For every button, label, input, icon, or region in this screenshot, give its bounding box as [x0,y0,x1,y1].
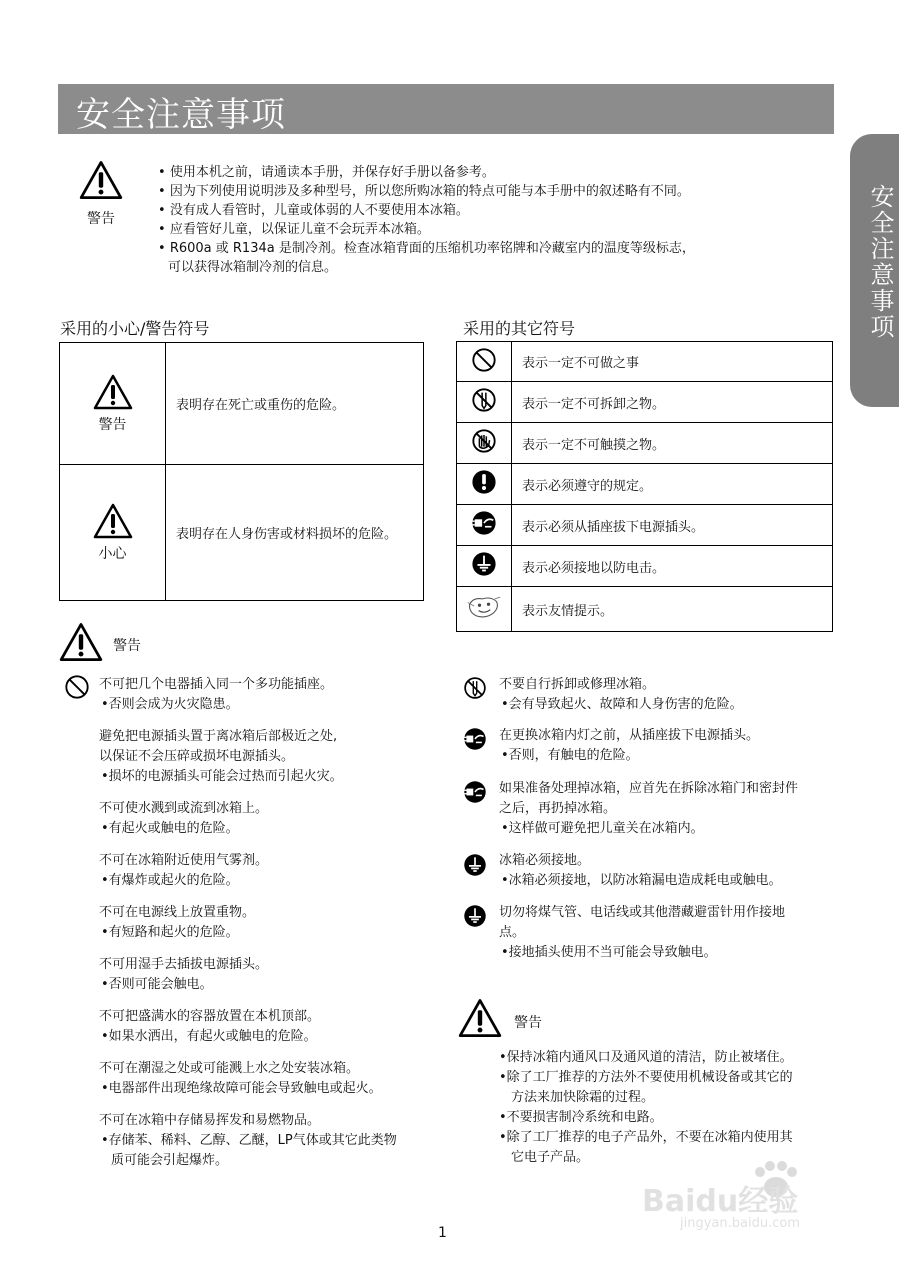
table-row [457,464,833,505]
warning-bullet: •除了工厂推荐的方法外不要使用机械设备或其它的 [499,1070,793,1085]
warning-item: 不可在电源线上放置重物。 •有短路和起火的危险。 [99,905,256,940]
other-symbols-table [456,341,833,632]
side-section-tab [850,134,899,407]
warning-bullet: •保持冰箱内通风口及通风道的清洁，防止被堵住。 [499,1050,793,1065]
table-row [457,587,833,632]
warning-bullet: •不要损害制冷系统和电路。 [499,1110,663,1125]
warning-item: 不可把几个电器插入同一个多功能插座。 •否则会成为火灾隐患。 [99,677,334,712]
warning-item: 不可在潮湿之处或可能溅上水之处安装冰箱。 •电器部件出现绝缘故障可能会导致触电或起火。 [99,1061,382,1096]
watermark-url: jingyan.baidu.com [680,1216,800,1231]
caution-symbols-table [59,342,424,601]
warning-item: 冰箱必须接地。 •冰箱必须接地，以防冰箱漏电造成耗电或触电。 [499,853,782,888]
warning-item: 避免把电源插头置于离冰箱后部极近之处, 以保证不会压碎或损坏电源插头。 •损坏的电源插头可能会过热而引起火灾。 [99,729,343,784]
symbol-description: 表示一定不可做之事 [512,342,833,382]
warning-item: 在更换冰箱内灯之前，从插座拔下电源插头。 •否则，有触电的危险。 [499,728,760,763]
warning-item: 不可用湿手去插拔电源插头。 •否则可能会触电。 [99,957,269,992]
unplug-icon [471,510,497,536]
warning-item: 不可在冰箱附近使用气雾剂。 •有爆炸或起火的危险。 [99,853,269,888]
unplug-icon [463,727,487,751]
baidu-watermark [640,1160,840,1240]
warning-item: 不可使水溅到或流到冰箱上。 •有起火或触电的危险。 [99,801,269,836]
intro-bullet-list [158,163,848,277]
table-row [457,423,833,464]
intro-bullet: • R600a 或 R134a 是制冷剂。检查冰箱背面的压缩机功率铭牌和冷藏室内的温度等级标志， [158,241,695,256]
ground-icon [463,853,487,877]
symbol-description: 表明存在死亡或重伤的危险。 [166,343,424,465]
table-row [457,342,833,382]
table-row [457,546,833,587]
warning-item: 切勿将煤气管、电话线或其他潜藏避雷针用作接地 点。 •接地插头使用不当可能会导致触电。 [499,905,786,960]
symbol-label: 警告 [98,416,127,433]
prohibited-icon [471,347,497,373]
warning-triangle-icon [458,998,502,1038]
watermark-brand: Baidu经验 [642,1184,799,1219]
symbol-description: 表明存在人身伤害或材料损坏的危险。 [166,465,424,601]
symbol-description: 表示必须从插座拔下电源插头。 [512,505,833,546]
prohibited-icon [64,674,90,700]
side-tab-label: 安全注意事项 [866,184,894,340]
page-title: 安全注意事项 [76,95,286,135]
no-disassemble-icon [471,387,497,413]
symbol-description: 表示必须遵守的规定。 [512,464,833,505]
other-symbols-heading: 采用的其它符号 [463,319,576,338]
warning-item: 不要自行拆卸或修理冰箱。 •会有导致起火、故障和人身伤害的危险。 [499,677,743,712]
ground-icon [463,904,487,928]
no-disassemble-icon [463,676,487,700]
symbol-description: 表示一定不可拆卸之物。 [512,382,833,423]
table-row [457,505,833,546]
table-row [60,343,424,465]
warning-triangle-icon [79,160,123,200]
symbol-label: 小心 [98,545,127,562]
warning-item: 不可把盛满水的容器放置在本机顶部。 •如果水洒出，有起火或触电的危险。 [99,1009,321,1044]
page-number: 1 [438,1225,447,1241]
warning-section-2-label: 警告 [514,1015,542,1031]
table-row [60,465,424,601]
intro-bullet: • 应看管好儿童，以保证儿童不会玩弄本冰箱。 [158,222,430,237]
intro-bullet: • 使用本机之前，请通读本手册，并保存好手册以备参考。 [158,165,495,180]
tip-icon [466,593,502,621]
intro-bullet: • 因为下列使用说明涉及多种型号，所以您所购冰箱的特点可能与本手册中的叙述略有不同。 [158,184,690,199]
symbol-description: 表示友情提示。 [512,587,833,632]
table-row [457,382,833,423]
symbol-description: 表示一定不可触摸之物。 [512,423,833,464]
unplug-icon [463,780,487,804]
ground-icon [471,551,497,577]
warning-section-label: 警告 [113,638,141,654]
warning-triangle-icon [93,374,133,410]
warning-bullet-continuation: 方法来加快除霜的过程。 [511,1090,655,1105]
warning-item: 如果准备处理掉冰箱，应首先在拆除冰箱门和密封件 之后，再扔掉冰箱。 •这样做可避免把儿童关在冰箱内。 [499,781,799,836]
warning-item: 不可在冰箱中存储易挥发和易燃物品。 •存储苯、稀料、乙醇、乙醚，LP气体或其它此类物 质可能会引起爆炸。 [99,1113,397,1168]
intro-bullet: • 没有成人看管时，儿童或体弱的人不要使用本冰箱。 [158,203,469,218]
title-bar [58,84,834,134]
caution-triangle-icon [93,503,133,539]
warning-bullet-list [499,1048,793,1168]
intro-warning-label: 警告 [87,211,115,227]
caution-symbols-heading: 采用的小心/警告符号 [60,319,210,338]
warning-bullet: •除了工厂推荐的电子产品外，不要在冰箱内使用其 [499,1130,793,1145]
warning-bullet-continuation: 它电子产品。 [511,1150,590,1165]
mandatory-icon [471,469,497,495]
no-touch-icon [471,428,497,454]
symbol-description: 表示必须接地以防电击。 [512,546,833,587]
warning-triangle-icon [59,622,103,662]
intro-bullet-continuation: 可以获得冰箱制冷剂的信息。 [168,260,338,275]
